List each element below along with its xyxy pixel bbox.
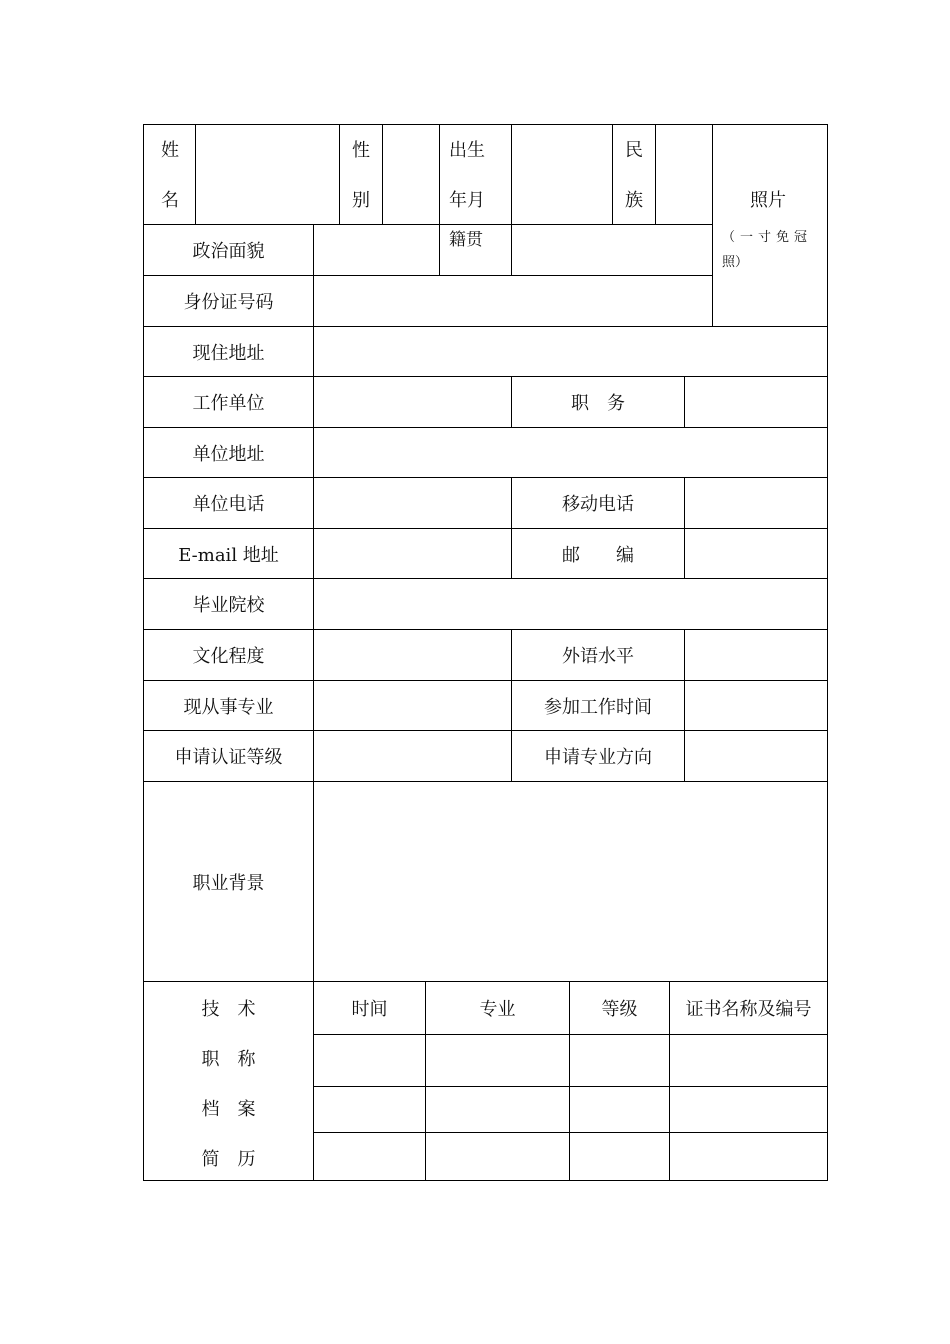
birth-label-line1: 出生 [449,140,485,161]
table-bottom-border [143,1180,828,1181]
tech-row1-certificate[interactable] [670,1035,827,1086]
birth-label-line2: 年月 [449,190,485,211]
cert-level-label: 申请认证等级 [174,747,283,768]
tech-row2-certificate[interactable] [670,1087,827,1132]
political-status-label: 政治面貌 [192,241,265,262]
gender-label-line2: 别 [352,190,370,211]
native-place-label: 籍贯 [449,230,483,250]
current-address-label: 现住地址 [192,342,265,364]
photo-label: 照片 [750,190,786,211]
employer-input[interactable] [314,377,511,427]
position-label: 职 务 [571,393,625,414]
tech-row3-specialty[interactable] [426,1133,569,1180]
tech-label-line3: 档 案 [201,1099,256,1120]
career-background-label: 职业背景 [192,872,265,894]
tech-row3-time[interactable] [314,1133,425,1180]
tech-label-line4: 简 历 [201,1149,256,1170]
work-start-input[interactable] [685,681,827,730]
tech-row1-specialty[interactable] [426,1035,569,1086]
table-right-border [827,124,828,1181]
tech-row3-level[interactable] [570,1133,669,1180]
tech-header-certificate: 证书名称及编号 [685,999,812,1020]
col-divider [439,124,440,275]
gender-input[interactable] [383,125,439,224]
gender-label-line1: 性 [352,140,370,161]
birth-date-input[interactable] [512,125,612,224]
ethnicity-input[interactable] [656,125,712,224]
native-place-input[interactable] [512,225,712,275]
current-address-input[interactable] [314,327,827,376]
tech-row2-level[interactable] [570,1087,669,1132]
name-label-line1: 姓 [161,140,179,161]
work-start-label: 参加工作时间 [544,696,652,718]
mobile-phone-label: 移动电话 [562,494,634,515]
political-status-input[interactable] [314,225,439,275]
name-input[interactable] [196,125,339,224]
id-number-label: 身份证号码 [183,292,274,313]
postcode-label: 邮 编 [562,544,634,566]
tech-row3-certificate[interactable] [670,1133,827,1180]
specialty-input[interactable] [314,681,511,730]
employer-label: 工作单位 [192,393,265,414]
cert-level-input[interactable] [314,731,511,781]
col-divider [339,124,340,224]
school-label: 毕业院校 [192,595,265,616]
career-background-input[interactable] [314,782,827,981]
email-label: E-mail 地址 [178,544,279,566]
tech-label-line2: 职 称 [201,1049,256,1070]
postcode-input[interactable] [685,529,827,578]
position-input[interactable] [685,377,827,427]
education-label: 文化程度 [192,646,265,667]
tech-row1-time[interactable] [314,1035,425,1086]
id-number-input[interactable] [314,276,712,326]
photo-note-line2: 照） [722,255,749,270]
tech-row2-specialty[interactable] [426,1087,569,1132]
language-input[interactable] [685,630,827,680]
ethnicity-label-line1: 民 [625,140,643,161]
school-input[interactable] [314,579,827,629]
col-divider [612,124,613,224]
ethnicity-label-line2: 族 [625,190,643,211]
tech-row1-level[interactable] [570,1035,669,1086]
cert-direction-input[interactable] [685,731,827,781]
tech-header-specialty: 专业 [479,999,516,1020]
tech-header-time: 时间 [351,999,388,1020]
photo-note-line1: （一寸免冠 [722,230,813,245]
mobile-phone-input[interactable] [685,478,827,528]
language-label: 外语水平 [562,646,634,667]
education-input[interactable] [314,630,511,680]
email-input[interactable] [314,529,511,578]
photo-upload-area[interactable] [713,125,827,326]
work-phone-label: 单位电话 [192,494,265,515]
name-label-line2: 名 [161,190,179,211]
specialty-label: 现从事专业 [183,696,274,718]
tech-label-line1: 技 术 [201,999,256,1020]
work-phone-input[interactable] [314,478,511,528]
employer-address-label: 单位地址 [192,443,265,465]
tech-row2-time[interactable] [314,1087,425,1132]
employer-address-input[interactable] [314,428,827,477]
tech-header-level: 等级 [601,999,638,1020]
cert-direction-label: 申请专业方向 [544,747,652,768]
